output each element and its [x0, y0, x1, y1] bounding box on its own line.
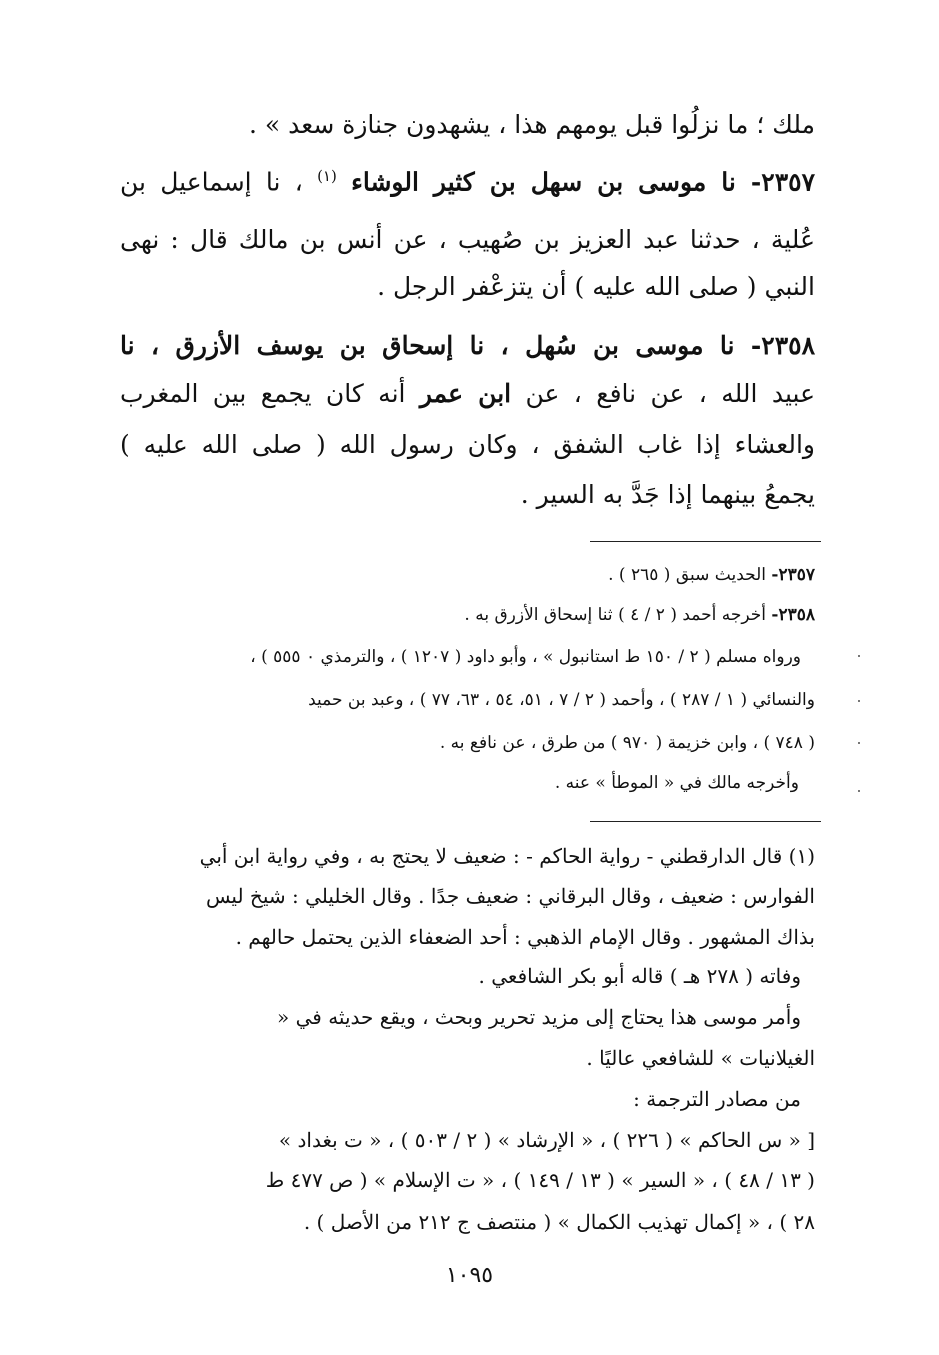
- hadith-2358-rest: نا موسى بن سُهل ، نا إسحاق بن يوسف الأزرق ، نا: [120, 331, 751, 360]
- takhrij-separator: [590, 541, 821, 542]
- takhrij-line-3: ورواه مسلم ( ٢ / ١٥٠ ط استانبول » ، وأبو داود ( ١٢٠٧ ) ، والترمذي ٠ ٥٥٥ ) ،: [250, 647, 801, 667]
- scan-speck: [858, 742, 860, 744]
- note-line-3: بذاك المشهور . وقال الإمام الذهبي : أحد الضعفاء الذين يحتمل حالهم .: [235, 925, 815, 949]
- takhrij-2357-text: الحديث سبق ( ٢٦٥ ) .: [608, 565, 772, 585]
- hadith-number-2357: ٢٣٥٧-: [750, 167, 815, 197]
- main-line-4: النبي ( صلى الله عليه ) أن يتزعْفر الرجل .: [377, 272, 815, 301]
- hadith-2357-rest: ، نا إسماعيل بن: [120, 167, 318, 197]
- note-line-7: من مصادر الترجمة :: [633, 1087, 801, 1111]
- note-line-5: وأمر موسى هذا يحتاج إلى مزيد تحرير وبحث ، ويقع حديثه في «: [277, 1005, 801, 1029]
- takhrij-number-2357: ٢٣٥٧-: [771, 565, 815, 585]
- main-line-6-a: عبيد الله ، عن نافع ، عن: [511, 379, 815, 408]
- main-line-6: [120, 379, 815, 408]
- hadith-2358-line: [120, 331, 815, 360]
- note-line-6: الغيلانيات » للشافعي عاليًا .: [586, 1046, 815, 1070]
- hadith-2357-line: [120, 167, 815, 196]
- scan-speck: [858, 655, 860, 657]
- companion-name: ابن عمر: [419, 379, 512, 408]
- main-line-8: يجمعُ بينهما إذا جَدَّ به السير .: [520, 480, 815, 509]
- main-line-1: ملك ؛ ما نزلُوا قبل يومهم هذا ، يشهدون جنازة سعد » .: [249, 110, 815, 139]
- note-separator: [590, 821, 821, 822]
- takhrij-2358: [464, 605, 815, 625]
- main-line-7: والعشاء إذا غاب الشفق ، وكان رسول الله ( صلى الله عليه ): [120, 430, 815, 459]
- page-number: ١٠٩٥: [445, 1263, 494, 1288]
- footnote-ref-1[interactable]: (١): [317, 167, 337, 185]
- main-line-6-c: أنه كان يجمع بين المغرب: [120, 379, 420, 408]
- hadith-number-2358: ٢٣٥٨-: [750, 331, 815, 360]
- note-line-9: ( ١٣ / ٤٨ ) ، « السير » ( ١٣ / ١٤٩ ) ، « ت الإسلام » ( ص ٤٧٧ ط: [265, 1168, 815, 1192]
- hadith-2357-isnad: نا موسى بن سهل بن كثير الوشاء: [351, 167, 751, 197]
- scan-speck: [858, 700, 860, 702]
- scan-speck: [858, 790, 860, 792]
- note-line-10: ٢٨ ) ، « إكمال تهذيب الكمال » ( منتصف ج ٢١٢ من الأصل ) .: [303, 1210, 815, 1234]
- main-line-3: عُلية ، حدثنا عبد العزيز بن صُهيب ، عن أنس بن مالك قال : نهى: [120, 225, 815, 254]
- takhrij-line-5: ( ٧٤٨ ) ، وابن خزيمة ( ٩٧٠ ) من طرق ، عن نافع به .: [439, 733, 815, 753]
- note-line-2: الفوارس : ضعيف ، وقال البرقاني : ضعيف جدًا . وقال الخليلي : شيخ ليس: [205, 884, 815, 908]
- takhrij-line-6: وأخرجه مالك في « الموطأ » عنه .: [554, 773, 799, 793]
- takhrij-number-2358: ٢٣٥٨-: [771, 605, 815, 625]
- takhrij-2358-text: أخرجه أحمد ( ٢ / ٤ ) ثنا إسحاق الأزرق به .: [464, 605, 772, 625]
- note-line-1: (١) قال الدارقطني - رواية الحاكم - : ضعيف لا يحتج به ، وفي رواية ابن أبي: [199, 844, 815, 868]
- takhrij-line-4: والنسائي ( ١ / ٢٨٧ ) ، وأحمد ( ٢ / ٧ ، ٥١، ٥٤ ، ٦٣، ٧٧ ) ، وعبد بن حميد: [308, 690, 815, 710]
- takhrij-2357: [608, 565, 815, 585]
- note-line-8: [ « س الحاكم » ( ٢٢٦ ) ، « الإرشاد » ( ٢ / ٥٠٣ ) ، « ت بغداد »: [278, 1128, 815, 1152]
- note-line-4: وفاته ( ٢٧٨ هـ ) قاله أبو بكر الشافعي .: [478, 964, 801, 988]
